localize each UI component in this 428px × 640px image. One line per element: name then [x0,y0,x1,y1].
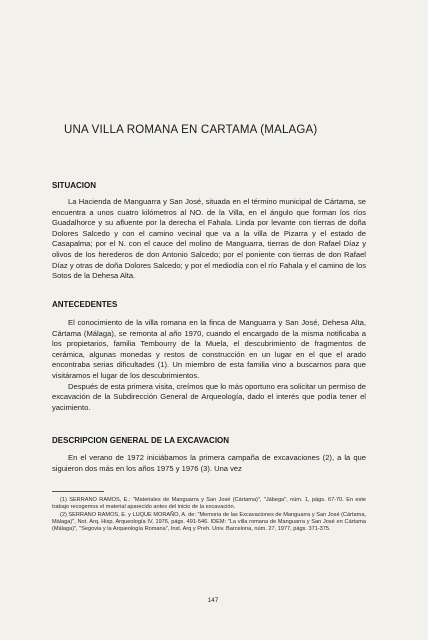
section-body-descripcion [52,453,366,474]
paragraph: El conocimiento de la villa romana en la finca de Manguarra y San José, Dehesa Alta, Cártama (Málaga), se remonta al año 1970, cuando el encargado de la misma notificaba a los propietarios, familia Tembourry de la Muela, el descubrimiento de fragmentos de cerámica, algunas monedas y restos de construcción en un lugar en el que el arado encontraba serias dificultades (1). Un miembro de esta familia vino a buscarnos para que visitáramos el lugar de los descubrimientos. [52,318,366,380]
section-body-antecedentes [52,318,366,413]
section-heading-situacion: SITUACION [52,181,96,190]
footnote: (1) SERRANO RAMOS, E.: "Materiales de Manguarra y San José (Cártama)", "Jábega", núm. 1, págs. 67-70. En este trabajo recogemos el material aparecido antes del inicio de la excavación. [52,497,366,511]
paragraph: En el verano de 1972 iniciábamos la primera campaña de excavaciones (2), a la que siguieron dos más en los años 1975 y 1976 (3). Una vez [52,453,366,473]
footnotes [52,497,366,533]
footnote: (2) SERRANO RAMOS, E. y LUQUE MORAÑO, A. de: "Memoria de las Excavaciones de Manguarra y San José (Cártama, Málaga)", Not. Arq. Hisp. Arqueología IV, 1976, págs. 491-546. IDEM: "La villa romana de Manguarra y San José en Cártama (Málaga)", "Segovia y la Arqueología Romana", Inst. Arq y Preh. Univ. Barcelona, núm. 27, 1977, págs. 371-375. [52,511,366,532]
section-heading-antecedentes: ANTECEDENTES [52,300,118,309]
paragraph: La Hacienda de Manguarra y San José, situada en el término municipal de Cártama, se encuentra a unos cuatro kilómetros al NO. de la Villa, en el ángulo que forman los ríos Guadalhorce y su afluente por la derecha el Fahala. Linda por levante con tierras de doña Dolores Salcedo y con el camino vecinal que va a la villa de Pizarra y el estado de Casapalma; por el N. con el cauce del molino de Manguarra, tierras de don Rafael Díaz y olivos de los herederos de don Antonio Salcedo; por el poniente con tierras de don Rafael Díaz y otras de doña Dolores Salcedo; y por el mediodía con el río Fahala y el camino de los Sotos de la Dehesa Alta. [52,197,366,281]
footnote-divider [52,491,104,492]
section-body-situacion [52,197,366,282]
article-title: UNA VILLA ROMANA EN CARTAMA (MALAGA) [64,124,318,136]
section-heading-descripcion: DESCRIPCION GENERAL DE LA EXCAVACION [52,436,230,445]
page-number: 147 [207,597,219,604]
paragraph: Después de esta primera visita, creímos que lo más oportuno era solicitar un permiso de excavación de la Subdirección General de Arqueología, dado el interés que podía tener el yacimiento. [52,381,366,412]
